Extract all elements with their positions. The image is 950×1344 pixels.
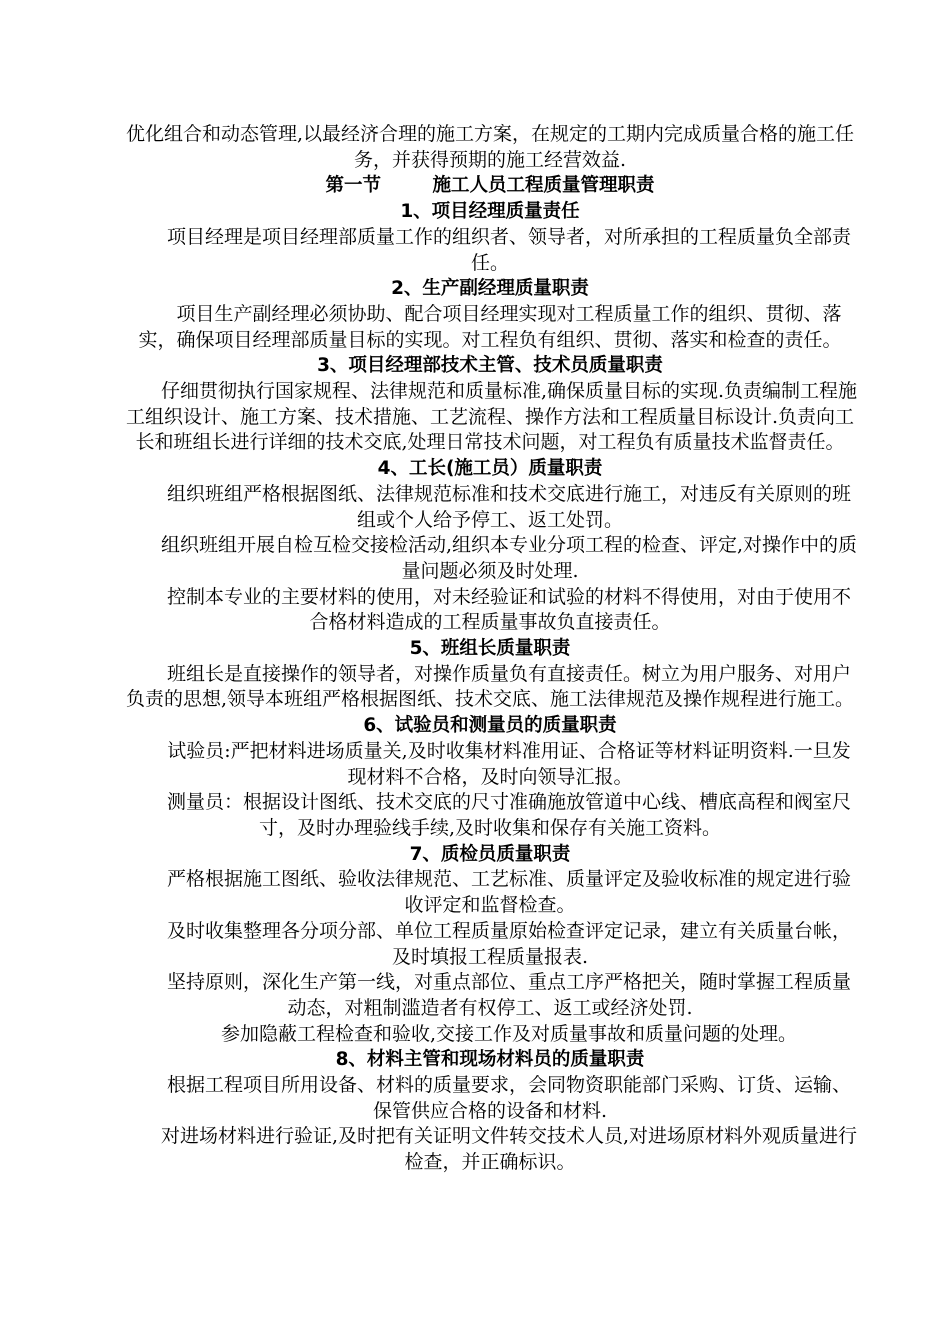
section-heading-6: 6、试验员和测量员的质量职责 [363,715,617,737]
section-6-paragraph-2: 测量员：根据设计图纸、技术交底的尺寸准确施放管道中心线、槽底高程和阀室尺寸，及时办理验线手续,及时收集和保存有关施工资料。 [166,791,851,839]
section-heading-7: 7、质检员质量职责 [409,843,571,865]
section-8-paragraph-2: 对进场材料进行验证,及时把有关证明文件转交技术人员,对进场原材料外观质量进行检查，并正确标识。 [160,1125,858,1174]
section-3-paragraph-1: 仔细贯彻执行国家规程、法律规范和质量标准,确保质量目标的实现.负责编制工程施工组织设计、施工方案、技术措施、工艺流程、操作方法和工程质量目标设计.负责向工长和班组长进行详细的技术交底,处理日常技术问题，对工程负有质量技术监督责任。 [125,380,858,454]
section-6-paragraph-1: 试验员:严把材料进场质量关,及时收集材料准用证、合格证等材料证明资料.一旦发现材料不合格，及时向领导汇报。 [167,739,851,788]
document-page [120,122,860,1176]
section-8-paragraph-1: 根据工程项目所用设备、材料的质量要求，会同物资职能部门采购、订货、运输、保管供应合格的设备和材料. [166,1074,851,1122]
section-4-paragraph-1: 组织班组严格根据图纸、法律规范标准和技术交底进行施工，对违反有关原则的班组或个人给予停工、返工处罚。 [166,482,851,531]
section-heading-3: 3、项目经理部技术主管、技术员质量职责 [317,355,663,377]
section-heading-1: 1、项目经理质量责任 [400,201,580,223]
section-7-paragraph-4: 参加隐蔽工程检查和验收,交接工作及对质量事故和质量问题的处理。 [220,1022,798,1045]
section-heading-2: 2、生产副经理质量职责 [391,278,589,300]
section-4-paragraph-2: 组织班组开展自检互检交接检活动,组织本专业分项工程的检查、评定,对操作中的质量问题必须及时处理. [160,534,858,582]
section-heading-8: 8、材料主管和现场材料员的质量职责 [335,1049,645,1071]
section-7-paragraph-3: 坚持原则，深化生产第一线，对重点部位、重点工序严格把关，随时掌握工程质量动态，对粗制滥造者有权停工、返工或经济处罚. [166,971,851,1019]
section-heading-5: 5、班组长质量职责 [409,638,571,660]
section-heading-4: 4、工长(施工员）质量职责 [377,458,603,480]
chapter-title: 施工人员工程质量管理职责 [432,175,655,197]
intro-paragraph: 优化组合和动态管理,以最经济合理的施工方案，在规定的工期内完成质量合格的施工任务，并获得预期的施工经营效益. [125,123,855,171]
section-2-paragraph-1: 项目生产副经理必须协助、配合项目经理实现对工程质量工作的组织、贯彻、落实，确保项目经理部质量目标的实现。对工程负有组织、贯彻、落实和检查的责任。 [138,302,842,351]
chapter-number: 第一节 [325,175,381,197]
section-7-paragraph-2: 及时收集整理各分项分部、单位工程质量原始检查评定记录，建立有关质量台帐，及时填报工程质量报表. [166,919,851,968]
chapter-heading [120,173,860,199]
section-1-paragraph-1: 项目经理是项目经理部质量工作的组织者、领导者，对所承担的工程质量负全部责任。 [166,225,851,274]
section-4-paragraph-3: 控制本专业的主要材料的使用，对未经验证和试验的材料不得使用，对由于使用不合格材料造成的工程质量事故负直接责任。 [166,585,851,634]
section-7-paragraph-1: 严格根据施工图纸、验收法律规范、工艺标准、质量评定及验收标准的规定进行验收评定和监督检查。 [166,868,851,917]
section-5-paragraph-1: 班组长是直接操作的领导者，对操作质量负有直接责任。树立为用户服务、对用户负责的思想,领导本班组严格根据图纸、技术交底、施工法律规范及操作规程进行施工。 [125,662,855,711]
